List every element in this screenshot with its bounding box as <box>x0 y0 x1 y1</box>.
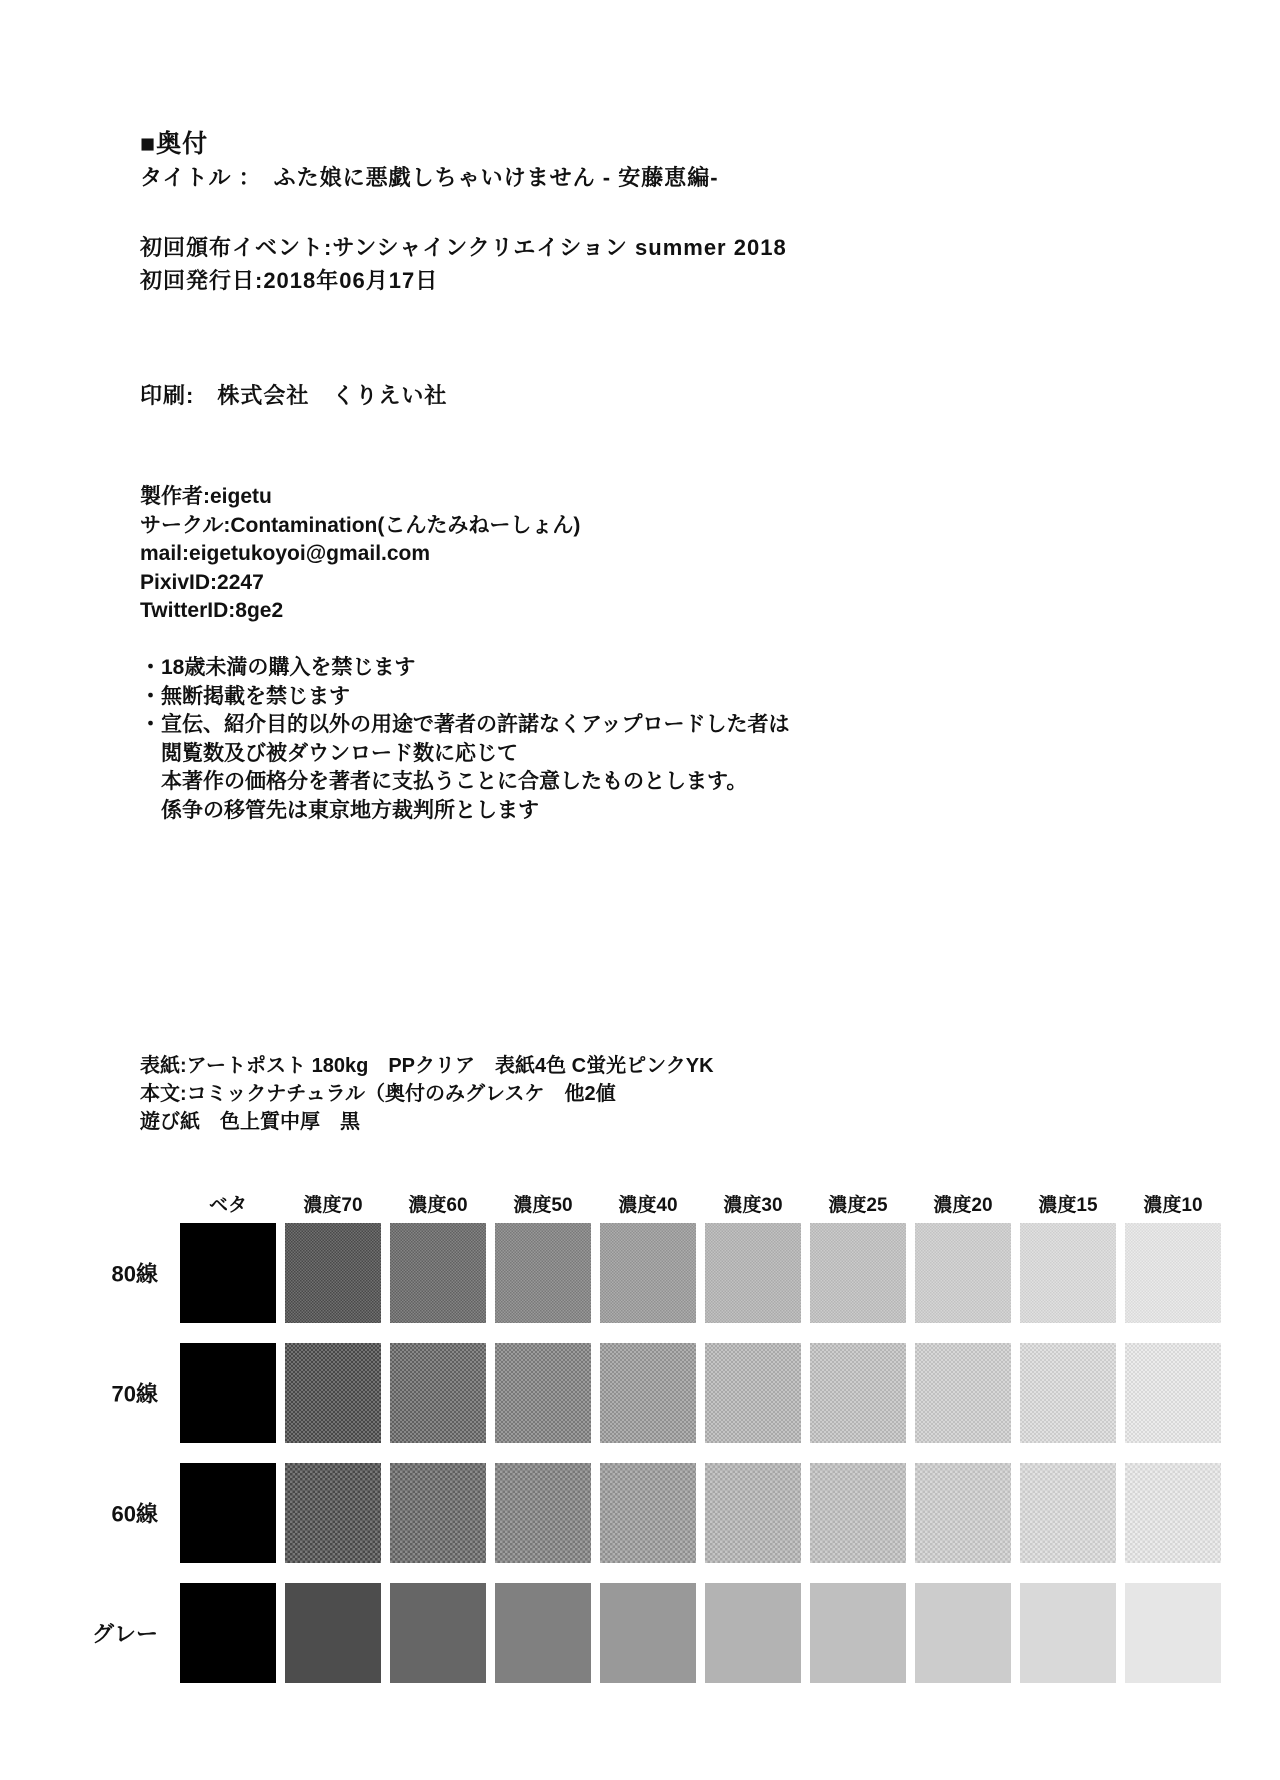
density-swatch <box>180 1343 276 1443</box>
text-line: 遊び紙 色上質中厚 黒 <box>140 1111 360 1133</box>
density-row <box>111 1343 1221 1443</box>
density-swatch <box>915 1583 1011 1683</box>
density-swatch <box>705 1583 801 1683</box>
density-row <box>91 1583 1221 1683</box>
density-swatch <box>285 1463 381 1563</box>
text-line: 製作者:eigetu <box>140 485 272 508</box>
density-swatch <box>1125 1463 1221 1563</box>
density-swatch <box>1020 1583 1116 1683</box>
text-line: サークル:Contamination(こんたみねーしょん) <box>140 513 581 537</box>
text-line: PixivID:2247 <box>140 570 264 594</box>
column-header-label: 濃度40 <box>618 1195 678 1216</box>
text-line: ・18歳未満の購入を禁じます <box>140 656 416 679</box>
density-swatch <box>810 1343 906 1443</box>
density-swatch <box>600 1223 696 1323</box>
density-swatch <box>600 1583 696 1683</box>
density-swatch <box>915 1223 1011 1323</box>
density-row <box>111 1223 1221 1323</box>
density-swatch <box>390 1583 486 1683</box>
column-header-label: 濃度70 <box>303 1195 363 1216</box>
density-swatch <box>495 1463 591 1563</box>
print-specs-block <box>140 1052 714 1136</box>
density-swatch <box>1125 1223 1221 1323</box>
density-swatch <box>285 1583 381 1683</box>
density-swatch <box>495 1343 591 1443</box>
density-swatch <box>390 1463 486 1563</box>
density-swatch <box>705 1343 801 1443</box>
book-title-line: タイトル ： ふた娘に悪戯しちゃいけません - 安藤恵編- <box>140 165 719 190</box>
column-header-label: 濃度50 <box>513 1195 573 1216</box>
density-swatch <box>1020 1343 1116 1443</box>
density-swatch <box>495 1223 591 1323</box>
text-line: mail:eigetukoyoi@gmail.com <box>140 542 431 565</box>
density-chart-rows <box>91 1223 1221 1683</box>
density-swatch <box>180 1463 276 1563</box>
column-header-label: 濃度60 <box>408 1195 468 1216</box>
printer-line: 印刷: 株式会社 くりえい社 <box>140 383 448 408</box>
colophon-section-header: ■奥付 <box>140 130 209 158</box>
text-line: ・宣伝、紹介目的以外の用途で著者の許諾なくアップロードした者は <box>140 713 790 736</box>
first-print-date-line: 初回発行日:2018年06月17日 <box>140 268 439 293</box>
density-swatch <box>180 1583 276 1683</box>
text-line: 本文:コミックナチュラル（奥付のみグレスケ 他2値 <box>140 1083 616 1105</box>
density-swatch <box>1125 1583 1221 1683</box>
density-swatch <box>705 1463 801 1563</box>
text-line: ・無断掲載を禁じます <box>140 684 350 708</box>
author-credits-block <box>140 483 580 626</box>
density-swatch <box>810 1583 906 1683</box>
column-header-label: 濃度30 <box>723 1195 783 1216</box>
text-line: 係争の移管先は東京地方裁判所とします <box>140 798 539 822</box>
density-swatch <box>390 1223 486 1323</box>
density-swatch <box>810 1223 906 1323</box>
density-swatch <box>915 1463 1011 1563</box>
row-label: グレー <box>91 1621 158 1647</box>
density-swatch <box>1020 1463 1116 1563</box>
text-line: 表紙:アートポスト 180kg PPクリア 表紙4色 C蛍光ピンクYK <box>140 1055 714 1077</box>
column-header-label: 濃度10 <box>1143 1195 1203 1216</box>
column-header-label: 濃度20 <box>933 1195 993 1216</box>
column-header-label: 濃度15 <box>1038 1195 1098 1216</box>
density-swatch <box>600 1463 696 1563</box>
density-row <box>111 1463 1221 1563</box>
density-test-chart <box>91 1190 1221 1683</box>
row-label: 70線 <box>111 1381 158 1407</box>
density-swatch <box>495 1583 591 1683</box>
text-line: 閲覧数及び被ダウンロード数に応じて <box>140 741 518 765</box>
density-chart-column-headers <box>180 1190 1221 1217</box>
density-swatch <box>180 1223 276 1323</box>
legal-notices-block <box>140 654 790 825</box>
density-swatch <box>810 1463 906 1563</box>
column-header-label: 濃度25 <box>828 1195 888 1216</box>
density-swatch <box>1125 1343 1221 1443</box>
density-swatch <box>285 1223 381 1323</box>
density-swatch <box>600 1343 696 1443</box>
row-label: 60線 <box>111 1501 158 1527</box>
density-swatch <box>285 1343 381 1443</box>
density-swatch <box>390 1343 486 1443</box>
row-label: 80線 <box>111 1261 158 1287</box>
density-swatch <box>705 1223 801 1323</box>
density-swatch <box>915 1343 1011 1443</box>
column-header-label: ベタ <box>208 1195 247 1216</box>
text-line: 本著作の価格分を著者に支払うことに合意したものとします。 <box>140 770 748 793</box>
text-line: TwitterID:8ge2 <box>140 599 284 622</box>
first-distribution-event-line: 初回頒布イベント:サンシャインクリエイション summer 2018 <box>140 235 787 260</box>
density-swatch <box>1020 1223 1116 1323</box>
